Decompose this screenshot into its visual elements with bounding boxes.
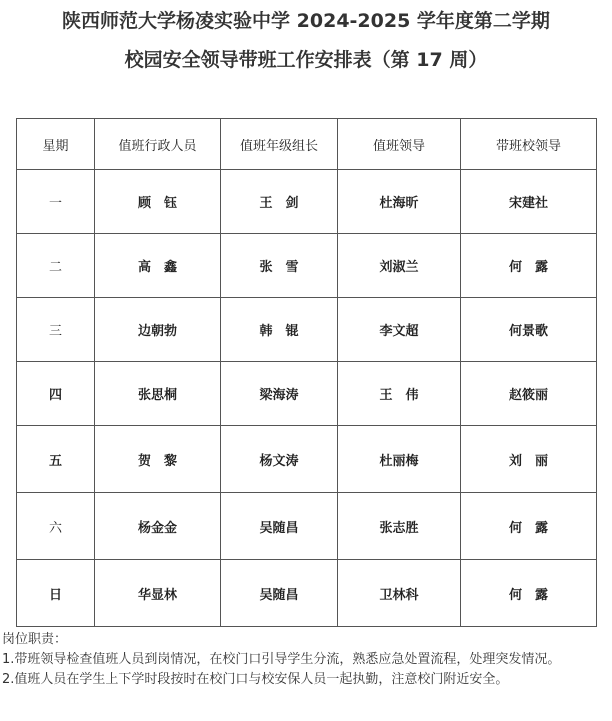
duty-leader-cell: 王 伟 <box>338 362 461 426</box>
column-header-duty-leader: 值班领导 <box>338 119 461 170</box>
table-row <box>17 560 597 627</box>
page-title: 陕西师范大学杨凌实验中学 2024-2025 学年度第二学期 <box>62 10 550 32</box>
grade-leader-cell: 杨文涛 <box>221 426 338 493</box>
grade-leader-cell: 王 剑 <box>221 170 338 234</box>
table-row <box>17 298 597 362</box>
column-header-admin-staff: 值班行政人员 <box>95 119 221 170</box>
weekday-cell: 五 <box>17 426 95 493</box>
duty-leader-cell: 张志胜 <box>338 493 461 560</box>
admin-staff-cell: 华显林 <box>95 560 221 627</box>
school-leader-cell: 何 露 <box>461 493 597 560</box>
duty-leader-cell: 杜丽梅 <box>338 426 461 493</box>
school-leader-cell: 赵筱丽 <box>461 362 597 426</box>
duty-responsibilities <box>2 630 602 690</box>
table-row <box>17 493 597 560</box>
weekday-cell: 一 <box>17 170 95 234</box>
page-subtitle: 校园安全领导带班工作安排表（第 17 周） <box>124 49 488 71</box>
admin-staff-cell: 杨金金 <box>95 493 221 560</box>
table-row <box>17 426 597 493</box>
column-header-weekday: 星期 <box>17 119 95 170</box>
notes-item: 1.带班领导检查值班人员到岗情况，在校门口引导学生分流，熟悉应急处置流程，处理突发情况。 <box>2 652 561 667</box>
duty-leader-cell: 李文超 <box>338 298 461 362</box>
duty-schedule-table <box>16 118 597 627</box>
table-header-row <box>17 119 597 170</box>
grade-leader-cell: 韩 锟 <box>221 298 338 362</box>
column-header-grade-leader: 值班年级组长 <box>221 119 338 170</box>
grade-leader-cell: 吴随昌 <box>221 560 338 627</box>
admin-staff-cell: 张思桐 <box>95 362 221 426</box>
notes-heading: 岗位职责： <box>2 632 68 647</box>
weekday-cell: 四 <box>17 362 95 426</box>
admin-staff-cell: 高 鑫 <box>95 234 221 298</box>
weekday-cell: 日 <box>17 560 95 627</box>
table-row <box>17 170 597 234</box>
weekday-cell: 六 <box>17 493 95 560</box>
notes-item: 2.值班人员在学生上下学时段按时在校门口与校安保人员一起执勤，注意校门附近安全。 <box>2 672 509 687</box>
grade-leader-cell: 吴随昌 <box>221 493 338 560</box>
admin-staff-cell: 贺 黎 <box>95 426 221 493</box>
school-leader-cell: 何 露 <box>461 234 597 298</box>
grade-leader-cell: 梁海涛 <box>221 362 338 426</box>
duty-leader-cell: 杜海昕 <box>338 170 461 234</box>
grade-leader-cell: 张 雪 <box>221 234 338 298</box>
admin-staff-cell: 边朝勃 <box>95 298 221 362</box>
school-leader-cell: 刘 丽 <box>461 426 597 493</box>
school-leader-cell: 何 露 <box>461 560 597 627</box>
school-leader-cell: 何景歌 <box>461 298 597 362</box>
weekday-cell: 三 <box>17 298 95 362</box>
school-leader-cell: 宋建社 <box>461 170 597 234</box>
table-row <box>17 234 597 298</box>
duty-leader-cell: 刘淑兰 <box>338 234 461 298</box>
table-row <box>17 362 597 426</box>
column-header-school-leader: 带班校领导 <box>461 119 597 170</box>
duty-leader-cell: 卫林科 <box>338 560 461 627</box>
admin-staff-cell: 顾 钰 <box>95 170 221 234</box>
weekday-cell: 二 <box>17 234 95 298</box>
